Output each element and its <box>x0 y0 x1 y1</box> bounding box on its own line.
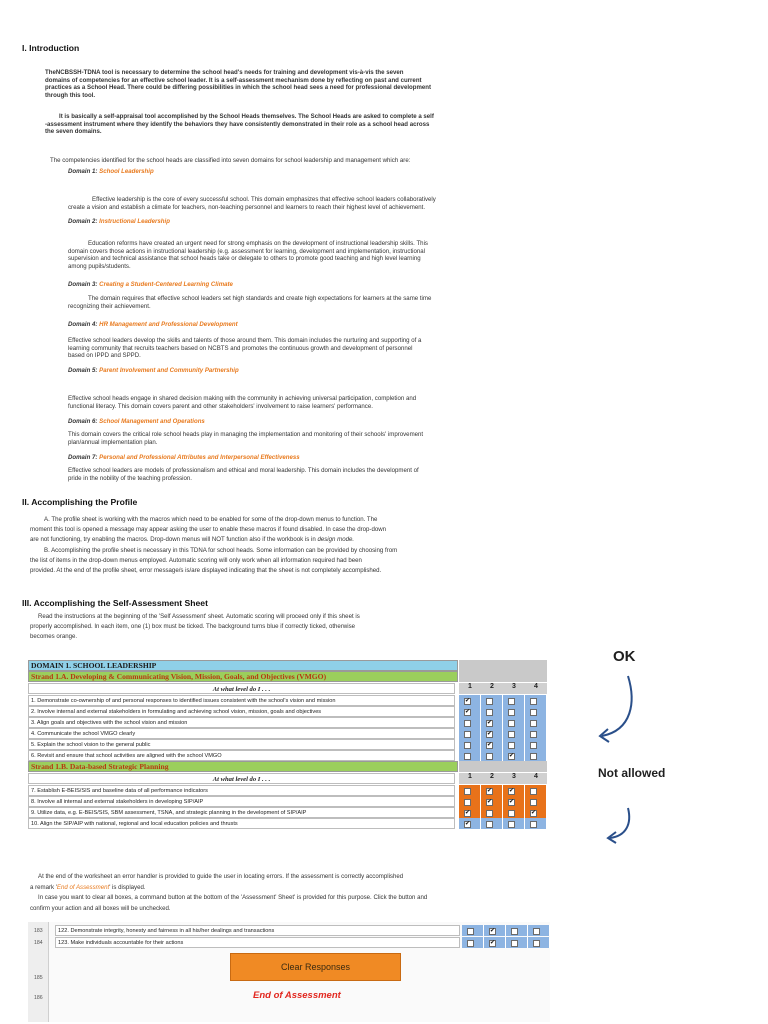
item-text: 2. Involve internal and external stakeholders in formulating and achieving school vision, mission, goals and objectives <box>28 706 455 717</box>
level-checkbox[interactable] <box>508 742 515 749</box>
level-checkbox[interactable] <box>530 742 537 749</box>
domain-3-heading: Domain 3: Creating a Student-Centered Learning Climate <box>68 281 233 288</box>
level-checkbox[interactable]: ✔ <box>509 788 515 794</box>
domain-6-text: This domain covers the critical role school heads play in managing the implementation and monitoring of their schools' improvement plan/annual implementation plan. <box>68 431 424 446</box>
level-cell <box>459 728 481 739</box>
level-cell <box>503 728 525 739</box>
profile-text: A. The profile sheet is working with the macros which need to be enabled for some of the drop-down menus to function. The moment this tool is opened a message may appear asking the user to enable these macros if found disabled. In case the drop-down are not functioning, try enabling the macros. Drop-down menus will NOT function also if the workbook is in design mode. B. Accomplishing the profile sheet is necessary in this TDNA for school heads. Some information can be provided by choosing from the list of items in the drop-down menus employed. Automatic scoring will only work when all information required had been provided. At the end of the profile sheet, error message/s is/are displayed indicating that the sheet is not completely accomplished. <box>30 516 398 575</box>
level-checkbox[interactable] <box>530 731 537 738</box>
level-checkbox[interactable] <box>486 698 493 705</box>
level-checkbox[interactable]: ✔ <box>509 753 515 759</box>
end-of-assessment-label: End of Assessment <box>253 990 341 1001</box>
level-cell <box>459 750 481 761</box>
level-checkbox-group <box>459 739 547 750</box>
level-cell <box>503 717 525 728</box>
end-notes: At the end of the worksheet an error handler is provided to guide the user in locating errors. If the assessment is correctly accomplished a remark 'End of Assessment' is displayed. In case you want to clear all boxes, a command button at the bottom of the 'Assessment' Sheet' is provided for this purpose. Click the button and confirm your action and all boxes will be unchecked. <box>30 873 428 912</box>
level-checkbox[interactable] <box>530 698 537 705</box>
profile-heading: II. Accomplishing the Profile <box>22 497 138 507</box>
level-cell <box>503 785 525 796</box>
level-cell <box>525 706 547 717</box>
item-text: 8. Involve all internal and external stakeholders in developing SIP/AIP <box>28 796 455 807</box>
ok-label: OK <box>613 648 636 665</box>
level-cell <box>459 807 481 818</box>
level-cell <box>459 739 481 750</box>
level-checkbox[interactable]: ✔ <box>465 709 471 715</box>
row-number-column <box>28 922 49 1022</box>
level-cell <box>462 937 484 948</box>
level-cell <box>503 706 525 717</box>
level-cell <box>481 717 503 728</box>
level-4: 4 <box>534 683 538 690</box>
clear-responses-button[interactable]: Clear Responses <box>230 953 401 981</box>
table-row <box>28 785 548 796</box>
level-checkbox[interactable] <box>464 742 471 749</box>
level-cell <box>503 695 525 706</box>
level-checkbox-group <box>459 807 547 818</box>
table-row <box>28 706 548 717</box>
level-cell <box>525 818 547 829</box>
grid-header-bg <box>459 660 547 682</box>
table-row <box>28 807 548 818</box>
level-1: 1 <box>468 683 472 690</box>
strand-a-title: Strand 1.A. Developing & Communicating Vision, Mission, Goals, and Objectives (VMGO) <box>28 671 458 682</box>
row-number: 184 <box>34 940 43 946</box>
level-cell <box>525 807 547 818</box>
level-cell <box>506 925 528 936</box>
item-text: 122. Demonstrate integrity, honesty and fairness in all his/her dealings and transactions <box>55 925 460 936</box>
level-1: 1 <box>468 773 472 780</box>
domain-4-text: Effective school leaders develop the skills and talents of those around them. This domain includes the nurturing and supporting of a learning community that recruits teachers based on NCBTS and promotes the continuous growth and development of personnel based on IPPD and SPPD. <box>68 337 422 360</box>
level-cell <box>503 807 525 818</box>
level-checkbox[interactable] <box>486 810 493 817</box>
item-text: 10. Align the SIP/AIP with national, regional and local education policies and thrusts <box>28 818 455 829</box>
level-4: 4 <box>534 773 538 780</box>
level-numbers-a <box>459 683 547 694</box>
level-cell <box>528 925 550 936</box>
level-checkbox[interactable] <box>464 720 471 727</box>
level-checkbox[interactable] <box>486 821 493 828</box>
level-checkbox[interactable] <box>530 753 537 760</box>
ok-arrow-icon <box>592 672 640 752</box>
level-checkbox-group <box>459 717 547 728</box>
table-row <box>28 750 548 761</box>
level-cell <box>525 717 547 728</box>
level-checkbox-group <box>459 750 547 761</box>
selfassess-text: Read the instructions at the beginning of the 'Self Assessment' sheet. Automatic scoring will proceed only if this sheet is properly accomplished. In each item, one (1) box must be ticked. The background turns blue if correctly ticked, otherwise becomes orange. <box>30 613 360 640</box>
item-text: 6. Revisit and ensure that school activities are aligned with the school VMGO <box>28 750 455 761</box>
level-checkbox[interactable] <box>511 940 518 947</box>
level-checkbox[interactable]: ✔ <box>531 810 537 816</box>
level-cell <box>525 750 547 761</box>
row-number: 183 <box>34 928 43 934</box>
domain-4-heading: Domain 4: HR Management and Professional Development <box>68 321 238 328</box>
level-header-a: At what level do I . . . <box>28 683 455 694</box>
level-cell <box>481 739 503 750</box>
level-checkbox[interactable]: ✔ <box>490 940 496 946</box>
level-cell <box>459 706 481 717</box>
level-checkbox[interactable] <box>533 928 540 935</box>
level-cell <box>506 937 528 948</box>
table-row <box>28 728 548 739</box>
domain-1-heading: Domain 1: School Leadership <box>68 168 154 175</box>
level-checkbox[interactable] <box>508 709 515 716</box>
level-checkbox[interactable] <box>486 753 493 760</box>
level-checkbox[interactable] <box>508 731 515 738</box>
strand-b-title: Strand 1.B. Data-based Strategic Planning <box>28 761 458 772</box>
level-cell <box>503 739 525 750</box>
selfassess-heading: III. Accomplishing the Self-Assessment Sheet <box>22 598 208 608</box>
level-checkbox[interactable] <box>508 720 515 727</box>
level-cell <box>462 925 484 936</box>
not-allowed-arrow-icon <box>602 806 636 846</box>
level-checkbox[interactable] <box>464 799 471 806</box>
level-cell <box>459 695 481 706</box>
level-checkbox-group <box>459 728 547 739</box>
level-checkbox-group <box>459 818 547 829</box>
level-checkbox[interactable] <box>464 731 471 738</box>
item-text: 5. Explain the school vision to the general public <box>28 739 455 750</box>
level-checkbox[interactable]: ✔ <box>465 821 471 827</box>
intro-heading: I. Introduction <box>22 43 80 53</box>
level-cell <box>525 739 547 750</box>
level-3: 3 <box>512 683 516 690</box>
level-cell <box>459 717 481 728</box>
domain-5-text: Effective school heads engage in shared decision making with the community in achieving universal participation, completion and functional literacy. This domain covers parent and other stakeholders' involvement to raise learners' performance. <box>68 395 417 410</box>
level-checkbox[interactable] <box>486 709 493 716</box>
domain-5-heading: Domain 5: Parent Involvement and Community Partnership <box>68 367 239 374</box>
level-3: 3 <box>512 773 516 780</box>
item-text: 3. Align goals and objectives with the school vision and mission <box>28 717 455 728</box>
level-header-b: At what level do I . . . <box>28 773 455 784</box>
row-number-185: 185 <box>34 975 43 981</box>
level-cell <box>528 937 550 948</box>
level-2: 2 <box>490 683 494 690</box>
not-allowed-label: Not allowed <box>598 766 666 780</box>
level-checkbox[interactable] <box>464 753 471 760</box>
level-checkbox[interactable] <box>530 821 537 828</box>
item-text: 4. Communicate the school VMGO clearly <box>28 728 455 739</box>
intro-paragraph-2: It is basically a self-appraisal tool accomplished by the School Heads themselves. The School Heads are asked to complete a self -assessment instrument where they identify the behaviors they have consistently demonstrated in their role as a school head across the seven domains. <box>45 113 434 136</box>
level-cell <box>525 785 547 796</box>
table-row <box>28 796 548 807</box>
level-checkbox[interactable]: ✔ <box>487 731 493 737</box>
competencies-line: The competencies identified for the school heads are classified into seven domains for school leadership and management which are: <box>50 157 411 164</box>
table-row <box>28 695 548 706</box>
level-cell <box>459 796 481 807</box>
level-checkbox[interactable] <box>508 810 515 817</box>
level-checkbox[interactable]: ✔ <box>490 928 496 934</box>
table-row <box>28 739 548 750</box>
item-text: 9. Utilize data, e.g. E-BEIS/SIS, SBM assessment, TSNA, and strategic planning in the development of SIP/AIP <box>28 807 455 818</box>
level-cell <box>481 807 503 818</box>
level-checkbox[interactable] <box>530 709 537 716</box>
level-cell <box>459 785 481 796</box>
level-checkbox-group <box>459 785 547 796</box>
domain-1-text: Effective leadership is the core of every successful school. This domain emphasizes that effective school leaders collaboratively create a vision and establish a climate for teachers, non-teaching personnel and learners to reach their highest level of achievement. <box>68 196 436 211</box>
level-checkbox[interactable] <box>508 821 515 828</box>
row-number-186: 186 <box>34 995 43 1001</box>
level-checkbox-group <box>459 706 547 717</box>
domain-2-text: Education reforms have created an urgent need for strong emphasis on the development of instructional leadership skills. This domain covers those actions in instructional leadership (e.g. assessment for learning, development and implementation, instructional supervision and technical assistance that school heads take or delegate to others to promote good teaching and high level learning among pupils/students. <box>68 240 428 270</box>
level-cell <box>481 785 503 796</box>
level-checkbox[interactable]: ✔ <box>487 742 493 748</box>
domain-7-heading: Domain 7: Personal and Professional Attributes and Interpersonal Effectiveness <box>68 454 300 461</box>
item-text: 1. Demonstrate co-ownership of and personal responses to identified issues consistent with the school's vision and mission <box>28 695 455 706</box>
level-numbers-b <box>459 773 547 784</box>
level-cell <box>525 728 547 739</box>
level-checkbox[interactable]: ✔ <box>487 788 493 794</box>
level-cell <box>484 937 506 948</box>
level-checkbox[interactable] <box>508 698 515 705</box>
level-cell <box>481 796 503 807</box>
domain-3-text: The domain requires that effective school leaders set high standards and create high expectations for learners at the same time recognizing their achievement. <box>68 295 432 310</box>
level-checkbox[interactable]: ✔ <box>465 698 471 704</box>
item-text: 7. Establish E-BEIS/SIS and baseline data of all performance indicators <box>28 785 455 796</box>
level-cell <box>503 818 525 829</box>
level-cell <box>503 750 525 761</box>
level-checkbox[interactable] <box>530 799 537 806</box>
intro-paragraph-1: TheNCBSSH-TDNA tool is necessary to determine the school head's needs for training and development vis-à-vis the seven domains of competencies for an effective school leader. It is a self-assessment mechanism done by reflecting on past and current practices as a School Head. There could be differing possibilities in which the school head sees a need for professional development through this tool. <box>45 69 432 99</box>
level-cell <box>525 796 547 807</box>
domain-2-heading: Domain 2: Instructional Leadership <box>68 218 170 225</box>
level-checkbox[interactable]: ✔ <box>509 799 515 805</box>
level-checkbox[interactable] <box>530 788 537 795</box>
domain-7-text: Effective school leaders are models of professionalism and ethical and moral leadership. This domain includes the development of pride in the nobility of the teaching profession. <box>68 467 419 482</box>
level-cell <box>503 796 525 807</box>
table-row <box>28 717 548 728</box>
level-checkbox[interactable]: ✔ <box>487 799 493 805</box>
level-checkbox[interactable] <box>511 928 518 935</box>
level-cell <box>481 728 503 739</box>
level-checkbox[interactable] <box>464 788 471 795</box>
level-checkbox[interactable]: ✔ <box>487 720 493 726</box>
level-checkbox[interactable] <box>467 928 474 935</box>
level-checkbox[interactable] <box>533 940 540 947</box>
item-text: 123. Make individuals accountable for their actions <box>55 937 460 948</box>
level-cell <box>481 706 503 717</box>
grid-strand-b-bg <box>459 761 547 772</box>
level-2: 2 <box>490 773 494 780</box>
level-checkbox-group <box>459 695 547 706</box>
level-cell <box>481 695 503 706</box>
level-cell <box>459 818 481 829</box>
level-checkbox[interactable] <box>467 940 474 947</box>
level-checkbox[interactable] <box>530 720 537 727</box>
domain-title: DOMAIN 1. SCHOOL LEADERSHIP <box>28 660 458 671</box>
level-cell <box>484 925 506 936</box>
table-row <box>28 818 548 829</box>
level-cell <box>525 695 547 706</box>
level-cell <box>481 750 503 761</box>
level-cell <box>481 818 503 829</box>
level-checkbox-group <box>459 796 547 807</box>
domain-6-heading: Domain 6: School Management and Operations <box>68 418 205 425</box>
level-checkbox[interactable]: ✔ <box>465 810 471 816</box>
